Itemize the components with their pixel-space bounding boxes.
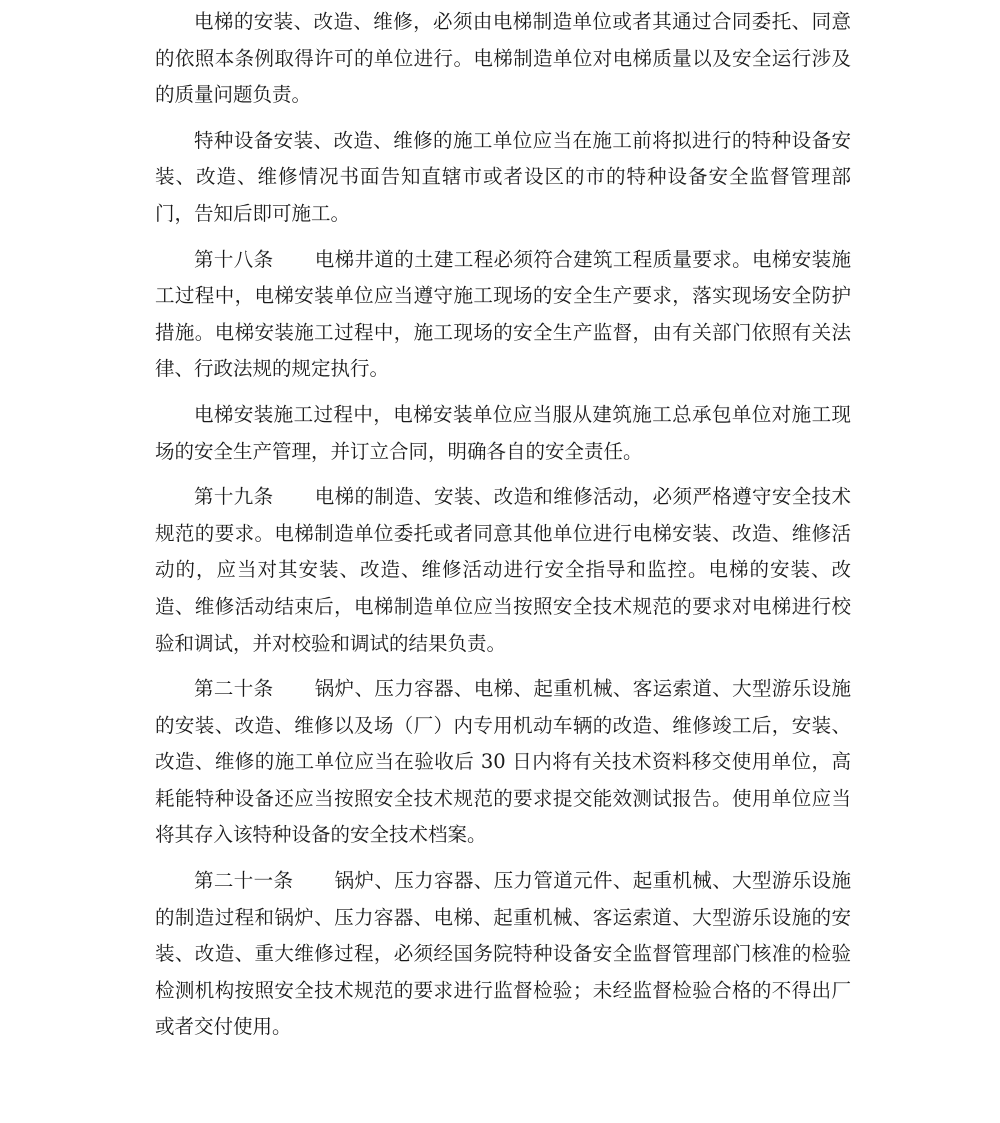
article-text: 锅炉、压力容器、压力管道元件、起重机械、大型游乐设施的制造过程和锅炉、压力容器、电梯、起重机械、客运索道、大型游乐设施的安装、改造、重大维修过程，必须经国务院特种设备安全监督管理部门核准的检验检测机构按照安全技术规范的要求进行监督检验；未经监督检验合格的不得出厂或者交付使用。 — [155, 869, 851, 1039]
article-18 — [155, 242, 851, 388]
paragraph-construction-notice — [155, 123, 851, 233]
article-text: 电梯井道的土建工程必须符合建筑工程质量要求。电梯安装施工过程中，电梯安装单位应当遵守施工现场的安全生产要求，落实现场安全防护措施。电梯安装施工过程中，施工现场的安全生产监督，由有关部门依照有关法律、行政法规的规定执行。 — [155, 247, 851, 381]
article-text: 电梯的制造、安装、改造和维修活动，必须严格遵守安全技术规范的要求。电梯制造单位委托或者同意其他单位进行电梯安装、改造、维修活动的，应当对其安装、改造、维修活动进行安全指导和监控。电梯的安装、改造、维修活动结束后，电梯制造单位应当按照安全技术规范的要求对电梯进行校验和调试，并对校验和调试的结果负责。 — [155, 485, 851, 655]
article-number: 第二十条 — [194, 677, 274, 701]
document-body — [155, 4, 851, 1055]
article-20 — [155, 671, 851, 854]
paragraph-text: 电梯的安装、改造、维修，必须由电梯制造单位或者其通过合同委托、同意的依照本条例取得许可的单位进行。电梯制造单位对电梯质量以及安全运行涉及的质量问题负责。 — [155, 10, 851, 107]
article-number: 第十九条 — [194, 485, 274, 509]
paragraph-elevator-install — [155, 4, 851, 114]
paragraph-contractor-management — [155, 397, 851, 470]
article-text: 锅炉、压力容器、电梯、起重机械、客运索道、大型游乐设施的安装、改造、维修以及场（厂）内专用机动车辆的改造、维修竣工后，安装、改造、维修的施工单位应当在验收后 30 日内将有关技术资料移交使用单位，高耗能特种设备还应当按照安全技术规范的要求提交能效测试报告。使用单位应当将其存入该特种设备的安全技术档案。 — [155, 677, 851, 847]
article-number: 第二十一条 — [194, 869, 294, 893]
paragraph-text: 电梯安装施工过程中，电梯安装单位应当服从建筑施工总承包单位对施工现场的安全生产管理，并订立合同，明确各自的安全责任。 — [155, 402, 851, 463]
article-number: 第十八条 — [194, 247, 274, 271]
article-19 — [155, 479, 851, 662]
paragraph-text: 特种设备安装、改造、维修的施工单位应当在施工前将拟进行的特种设备安装、改造、维修情况书面告知直辖市或者设区的市的特种设备安全监督管理部门，告知后即可施工。 — [155, 128, 851, 225]
article-21 — [155, 863, 851, 1046]
